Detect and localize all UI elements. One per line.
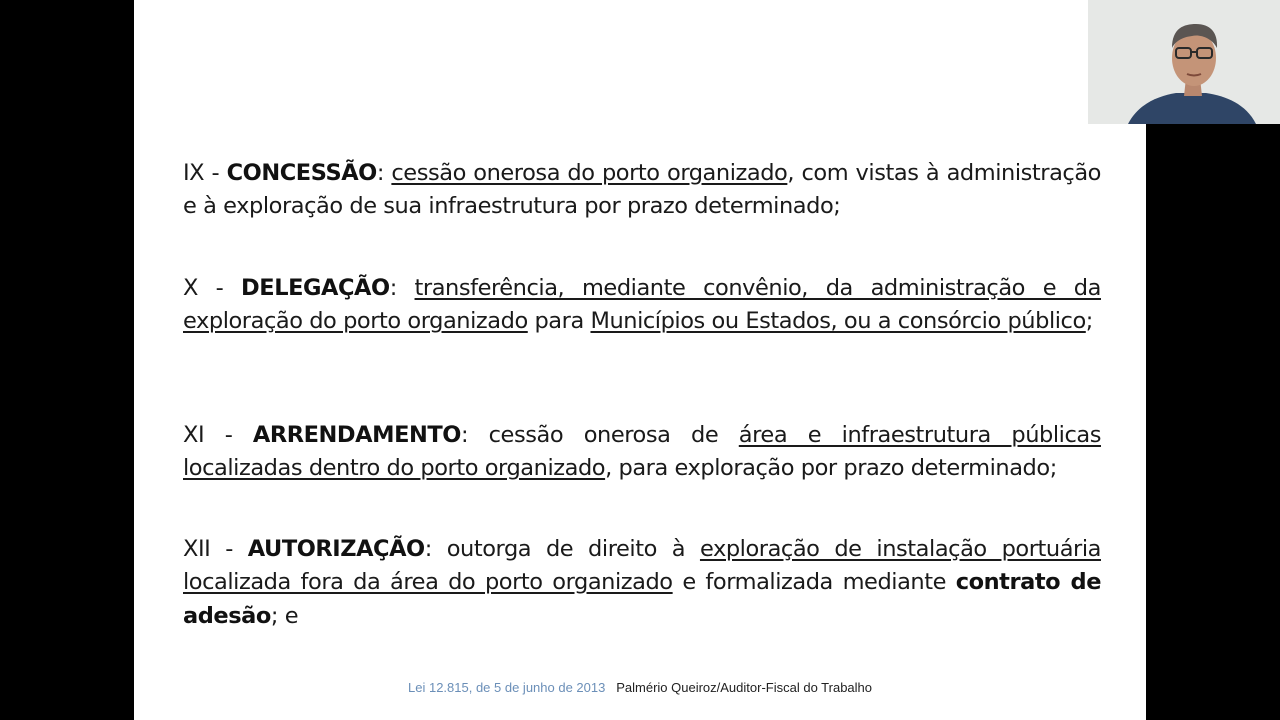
underlined-text: Municípios ou Estados, ou a consórcio público: [590, 308, 1086, 334]
paragraph-concessao: [183, 157, 1101, 224]
text-segment: , para exploração por prazo determinado;: [605, 455, 1057, 481]
text-segment: X -: [183, 274, 242, 301]
bold-term: DELEGAÇÃO: [241, 274, 390, 301]
underlined-text: área e infraestrutura públicas localizadas dentro do porto organizado: [183, 421, 1101, 481]
bold-term: AUTORIZAÇÃO: [247, 535, 425, 562]
text-segment: , com vistas à administração e à exploração de sua infraestrutura por prazo determinado;: [183, 159, 1101, 219]
text-segment: ; e: [270, 602, 299, 629]
bold-term: CONCESSÃO: [226, 159, 377, 186]
footer-author: Palmério Queiroz/Auditor-Fiscal do Trabalho: [616, 680, 872, 695]
text-segment: IX -: [183, 159, 227, 186]
text-segment: XI -: [183, 421, 253, 448]
underlined-text: cessão onerosa do porto organizado: [391, 159, 788, 186]
underlined-text: transferência, mediante convênio, da administração e da exploração do porto organizado: [183, 274, 1101, 334]
text-segment: : outorga de direito à: [424, 535, 700, 562]
footer-law-reference: Lei 12.815, de 5 de junho de 2013: [408, 680, 606, 695]
webcam-overlay: [1088, 0, 1280, 124]
text-segment: :: [389, 274, 415, 301]
underlined-text: exploração de instalação portuária localizada fora da área do porto organizado: [183, 535, 1101, 595]
paragraph-autorizacao: [183, 533, 1101, 634]
text-segment: para: [527, 308, 591, 334]
presentation-slide: [134, 0, 1146, 720]
text-segment: : cessão onerosa de: [460, 421, 739, 448]
bold-term: ARRENDAMENTO: [252, 421, 461, 448]
paragraph-delegacao: [183, 272, 1101, 339]
bold-term: contrato de adesão: [183, 569, 1102, 629]
text-segment: e formalizada mediante: [672, 569, 956, 595]
presenter-video-icon: [1088, 0, 1280, 124]
slide-footer: [134, 680, 1146, 695]
text-segment: :: [376, 159, 392, 186]
paragraph-arrendamento: [183, 419, 1101, 486]
text-segment: ;: [1085, 308, 1093, 334]
text-segment: XII -: [183, 535, 248, 562]
